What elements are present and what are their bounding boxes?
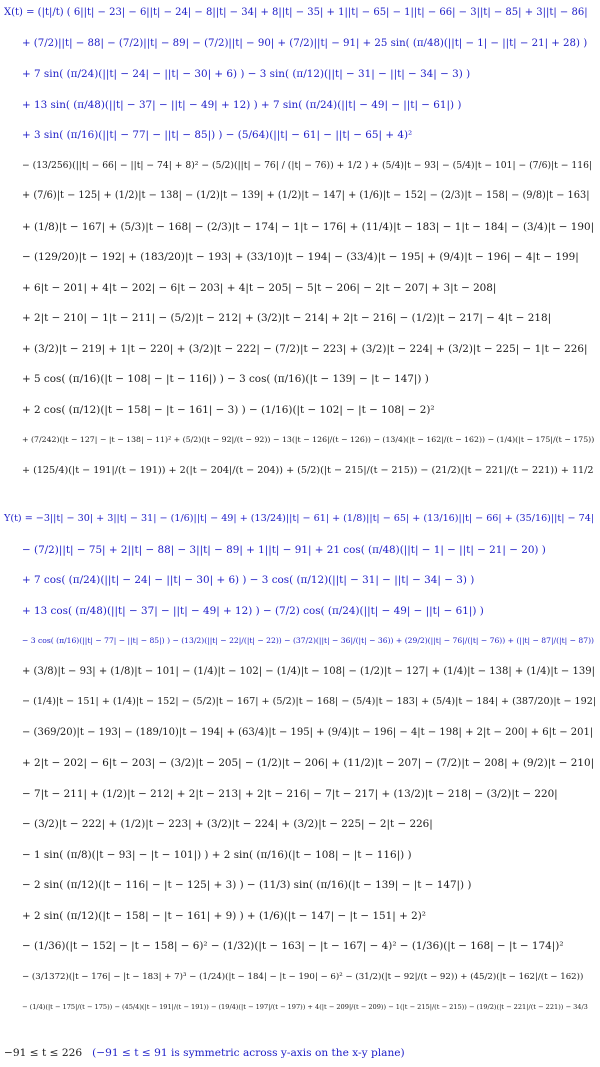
y-equation-line: − 2 sin( (π/12)(|t − 116| − |t − 125| + 3) ) − (11/3) sin( (π/16)(|t − 139| − |t − 147|) )	[22, 879, 472, 891]
domain-note	[4, 1046, 405, 1060]
y-equation-line: − (1/4)(|t − 175|/(t − 175)) − (45/4)(|t − 191|/(t − 191)) − (19/4)(|t − 197|/(t − 197)) + 4(|t − 209|/(t − 209)) − 1(|t − 215|/(t − 215)) − (19/2)(|t − 221|/(t − 221)) − 34/3	[22, 1003, 588, 1011]
y-equation-line: + (3/8)|t − 93| + (1/8)|t − 101| − (1/4)|t − 102| − (1/4)|t − 108| − (1/2)|t − 127| + (1/4)|t − 138| + (1/4)|t − 139|	[22, 665, 595, 677]
y-equation-line: + 2 sin( (π/12)(|t − 158| − |t − 161| + 9) ) + (1/6)(|t − 147| − |t − 151| + 2)²	[22, 909, 426, 922]
x-equation-line: − (13/256)(||t| − 66| − ||t| − 74| + 8)² − (5/2)(||t| − 76| / (|t| − 76)) + 1/2 ) + (5/4)|t − 93| − (5/4)|t − 101| − (7/6)|t − 116|	[22, 159, 593, 171]
y-equation-line: − 3 cos( (π/16)(||t| − 77| − ||t| − 85|) ) − (13/2)(||t| − 22|/(|t| − 22)) − (37/2)(||t| − 36|/(|t| − 36)) + (29/2)(||t| − 76|/(|t| − 76)) + (||t| − 87|/(|t| − 87))	[22, 636, 594, 645]
x-equation-line: − (129/20)|t − 192| + (183/20)|t − 193| + (33/10)|t − 194| − (33/4)|t − 195| + (9/4)|t − 196| − 4|t − 199|	[22, 251, 579, 263]
y-equation-line: + 2|t − 202| − 6|t − 203| − (3/2)|t − 205| − (1/2)|t − 206| + (11/2)|t − 207| − (7/2)|t − 208| + (9/2)|t − 210|	[22, 757, 595, 769]
symmetry-note: (−91 ≤ t ≤ 91 is symmetric across y-axis on the x-y plane)	[92, 1047, 405, 1059]
x-equation-line: + 2 cos( (π/12)(|t − 158| − |t − 161| − 3) ) − (1/16)(|t − 102| − |t − 108| − 2)²	[22, 403, 435, 416]
x-equation-line: + 5 cos( (π/16)(|t − 108| − |t − 116|) ) − 3 cos( (π/16)(|t − 139| − |t − 147|) )	[22, 373, 429, 385]
y-equation-line: + 13 cos( (π/48)(||t| − 37| − ||t| − 49| + 12) ) − (7/2) cos( (π/24)(||t| − 49| − ||t| − 61|) )	[22, 604, 484, 617]
x-equation-line: + 13 sin( (π/48)(||t| − 37| − ||t| − 49| + 12) ) + 7 sin( (π/24)(||t| − 49| − ||t| − 61|) )	[22, 98, 462, 111]
y-equation-line: − (1/36)(|t − 152| − |t − 158| − 6)² − (1/32)(|t − 163| − |t − 167| − 4)² − (1/36)(|t − 168| − |t − 174|)²	[22, 940, 564, 952]
y-equation-line: − (3/1372)(|t − 176| − |t − 183| + 7)³ − (1/24)(|t − 184| − |t − 190| − 6)² − (31/2)(|t − 92|/(t − 92)) + (45/2)(|t − 162|/(t − 162))	[22, 971, 584, 982]
x-equation-line: + 7 sin( (π/24)(||t| − 24| − ||t| − 30| + 6) ) − 3 sin( (π/12)(||t| − 31| − ||t| − 34| − 3) )	[22, 68, 471, 80]
x-equation-line: X(t) = (|t|/t) ( 6||t| − 23| − 6||t| − 24| − 8||t| − 34| + 8||t| − 35| + 1||t| − 65| − 1||t| − 66| − 3||t| − 85| + 3||t| − 86|	[4, 7, 588, 18]
y-equation-line: − 1 sin( (π/8)(|t − 93| − |t − 101|) ) + 2 sin( (π/16)(|t − 108| − |t − 116|) )	[22, 848, 412, 861]
y-equation-line: + 7 cos( (π/24)(||t| − 24| − ||t| − 30| + 6) ) − 3 cos( (π/12)(||t| − 31| − ||t| − 34| − 3) )	[22, 574, 475, 586]
y-equation-line: − (369/20)|t − 193| − (189/10)|t − 194| + (63/4)|t − 195| + (9/4)|t − 196| − 4|t − 198| + 2|t − 200| + 6|t − 201|	[22, 726, 594, 738]
y-equation-line: − (3/2)|t − 222| + (1/2)|t − 223| + (3/2)|t − 224| + (3/2)|t − 225| − 2|t − 226|	[22, 818, 433, 830]
x-equation-line: + (7/2)||t| − 88| − (7/2)||t| − 89| − (7/2)||t| − 90| + (7/2)||t| − 91| + 25 sin( (π/48)(||t| − 1| − ||t| − 21| + 28) )	[22, 37, 588, 49]
x-equation-line: + (1/8)|t − 167| + (5/3)|t − 168| − (2/3)|t − 174| − 1|t − 176| + (11/4)|t − 183| − 1|t − 184| − (3/4)|t − 190|	[22, 220, 595, 233]
y-equation-line: − (1/4)|t − 151| + (1/4)|t − 152| − (5/2)|t − 167| + (5/2)|t − 168| − (5/4)|t − 183| + (5/4)|t − 184| + (387/20)|t − 192|	[22, 696, 597, 707]
y-equation-line: − (7/2)||t| − 75| + 2||t| − 88| − 3||t| − 89| + 1||t| − 91| + 21 cos( (π/48)(||t| − 1| − ||t| − 21| − 20) )	[22, 543, 546, 556]
x-equation-line: + (7/242)(|t − 127| − |t − 138| − 11)² + (5/2)(|t − 92|/(t − 92)) − 13(|t − 126|/(t − 126)) − (13/4)(|t − 162|/(t − 162)) − (1/4)(|t − 175|/(t − 175))	[22, 435, 595, 444]
y-equation-line: Y(t) = −3||t| − 30| + 3||t| − 31| − (1/6)||t| − 49| + (13/24)||t| − 61| + (1/8)||t| − 65| + (13/16)||t| − 66| + (35/16)||t| − 74|	[4, 513, 595, 524]
x-equation-line: + (3/2)|t − 219| + 1|t − 220| + (3/2)|t − 222| − (7/2)|t − 223| + (3/2)|t − 224| + (3/2)|t − 225| − 1|t − 226|	[22, 342, 588, 355]
x-equation-line: + (7/6)|t − 125| + (1/2)|t − 138| − (1/2)|t − 139| + (1/2)|t − 147| + (1/6)|t − 152| − (2/3)|t − 158| − (9/8)|t − 163|	[22, 190, 590, 201]
domain-range: −91 ≤ t ≤ 226	[4, 1047, 83, 1059]
y-equation-line: − 7|t − 211| + (1/2)|t − 212| + 2|t − 213| + 2|t − 216| − 7|t − 217| + (13/2)|t − 218| − (3/2)|t − 220|	[22, 787, 558, 800]
x-equation-line: + 3 sin( (π/16)(||t| − 77| − ||t| − 85|) ) − (5/64)(||t| − 61| − ||t| − 65| + 4)²	[22, 129, 413, 141]
x-equation-line: + (125/4)(|t − 191|/(t − 191)) + 2(|t − 204|/(t − 204)) + (5/2)(|t − 215|/(t − 215)) − (21/2)(|t − 221|/(t − 221)) + 11/2	[22, 464, 594, 476]
x-equation-line: + 2|t − 210| − 1|t − 211| − (5/2)|t − 212| + (3/2)|t − 214| + 2|t − 216| − (1/2)|t − 217| − 4|t − 218|	[22, 312, 552, 324]
x-equation-line: + 6|t − 201| + 4|t − 202| − 6|t − 203| + 4|t − 205| − 5|t − 206| − 2|t − 207| + 3|t − 208|	[22, 281, 497, 294]
